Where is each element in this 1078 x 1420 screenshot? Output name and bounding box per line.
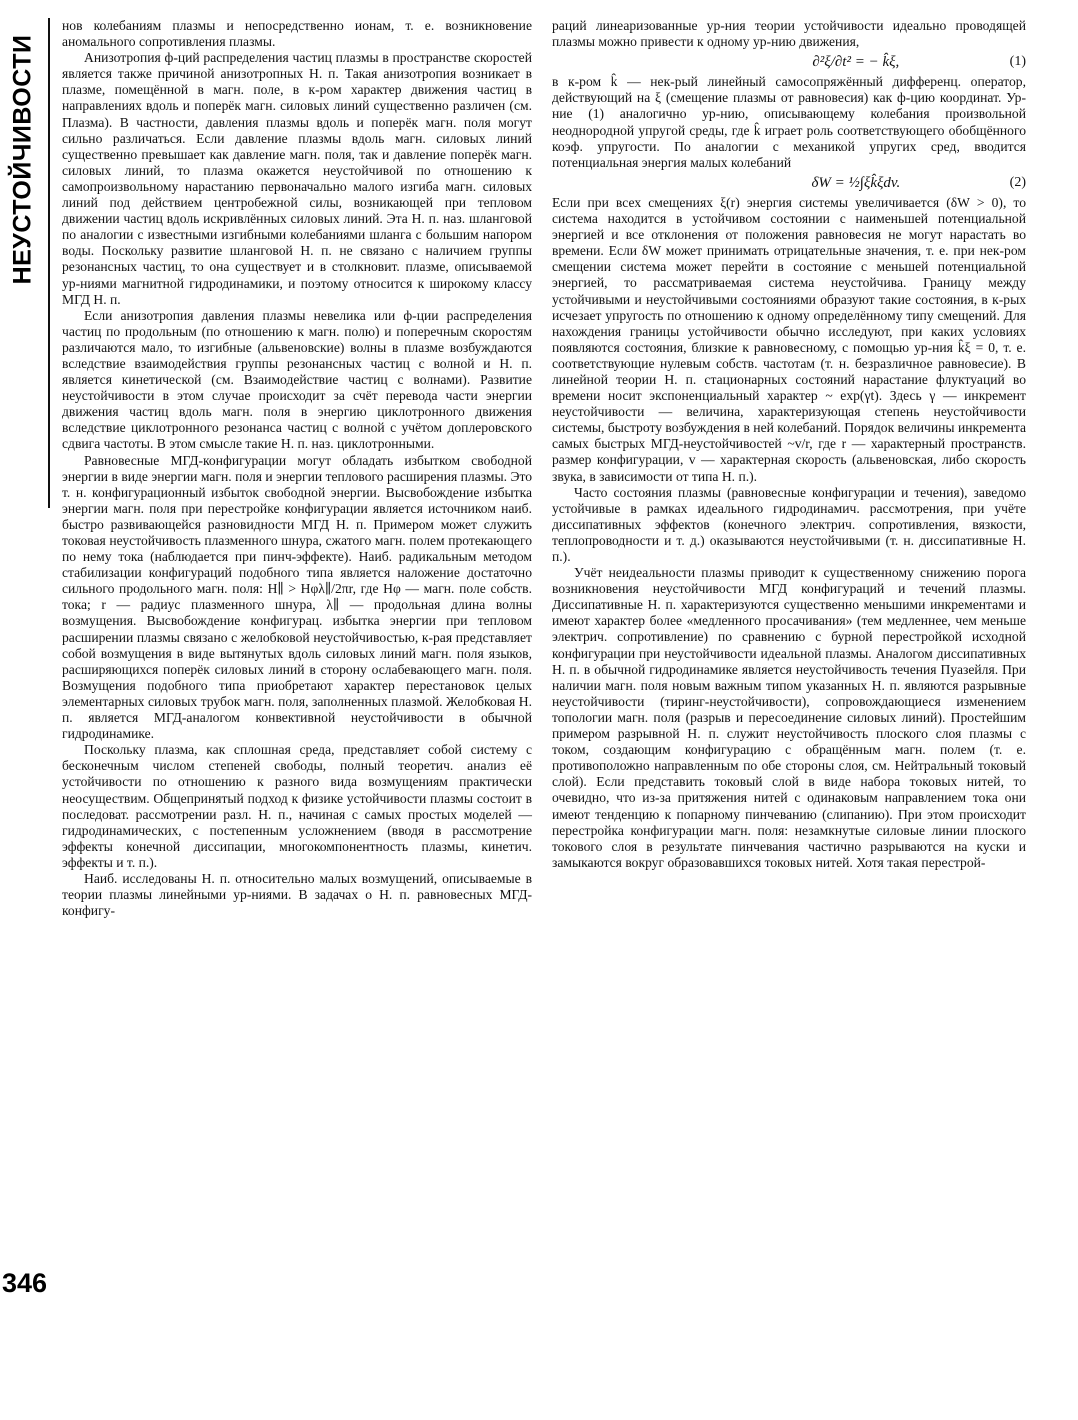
left-column: [62, 18, 532, 919]
paragraph: Учёт неидеальности плазмы приводит к существенному снижению порога возникновения неустойчивости МГД конфигураций и течений плазмы. Диссипативные Н. п. характеризуются существенно меньшими инкрементами и имеют характер более «медленного просачивания» (тем медленнее, чем меньше электрич. сопротивление) по сравнению с бурной перестройкой исходной конфигурации при неустойчивости идеальной плазмы. Аналогом диссипативных Н. п. в обычной гидродинамике является неустойчивость течения Пуазейля. При наличии магн. поля новым важным типом указанных Н. п. являются разрывные неустойчивости (тиринг-неустойчивости), сопровождающиеся изменением топологии магн. поля (разрыв и пересоединение силовых линий). Простейшим примером разрывной Н. п. служит неустойчивость плоского слоя плазмы с током, создающим конфигурацию с обращённым магн. полем (т. е. противоположно направленным по обе стороны слоя, см. Нейтральный токовый слой). Если представить токовый слой в виде набора токовых нитей, то очевидно, что из-за притяжения нитей с одинаковым направлением тока они имеют тенденцию к попарному пинчеванию (слипанию). При этом происходит перестройка конфигурации магн. поля: незамкнутые силовые линии плоского токового слоя в результате пинчевания частично разрываются на куски и замыкаются вокруг образовавшихся токовых нитей. Хотя такая перестрой-: [552, 565, 1026, 870]
running-head-text: НЕУСТОЙЧИВОСТИ: [8, 34, 37, 284]
paragraph: Наиб. исследованы Н. п. относительно малых возмущений, описываемые в теории плазмы линейными ур-ниями. В задачах о Н. п. равновесных МГД-конфигу-: [62, 870, 532, 919]
paragraph: Если анизотропия давления плазмы невелика или ф-ции распределения частиц по продольным (по отношению к магн. полю) и поперечным скоростям различаются мало, то изгибные (альвеновские) волны в плазме возбуждаются вследствие взаимодействия группы резонансных частиц с волной и Н. п. является кинетической (см. Взаимодействие частиц с волнами). Развитие неустойчивости в этом случае происходит за счёт перевода части энергии движения частиц вдоль магн. поля в энергию циклотронного движения вследствие циклотронного резонанса частиц с волной с учётом доплеровского сдвига частоты. В этом смысле такие Н. п. наз. циклотронными.: [62, 307, 532, 452]
paragraph: Поскольку плазма, как сплошная среда, представляет собой систему с бесконечным числом степеней свободы, полный теоретич. анализ её устойчивости по отношению к разного вида возмущениям практически неосуществим. Общепринятый подход к физике устойчивости плазмы состоит в последоват. рассмотрении разл. Н. п., начиная с самых простых моделей — гидродинамических, с постепенным усложнением (вводя в рассмотрение эффекты конечной диссипации, многокомпонентность плазмы, кинетич. эффекты и т. п.).: [62, 742, 532, 870]
equation-expression: δW = ½∫ξk̂ξdv.: [811, 174, 901, 191]
paragraph: Равновесные МГД-конфигурации могут обладать избытком свободной энергии в виде энергии магн. поля и энергии теплового расширения плазмы. Это т. н. конфигурационный избыток свободной энергии. Высвобождение избытка энергии магн. поля при перестройке конфигурации является источником наиб. быстро развивающейся разновидности МГД Н. п. Примером может служить токовая неустойчивость плазменного шнура, сжатого магн. полем протекающего по нему тока (наблюдается при пинч-эффекте). Наиб. радикальным методом стабилизации конфигураций подобного типа является наложение достаточно сильного продольного магн. поля: H∥ > Hφλ∥/2πr, где Hφ — магн. поле собств. тока; r — радиус плазменного шнура, λ∥ — продольная длина волны возмущения. Высвобождение конфигурац. избытка энергии при тепловом расширении плазмы связано с желобковой неустойчивостью, к-рая представляет собой возмущения в виде вытянутых вдоль силовых линий магн. поля языков, расширяющихся поперёк силовых линий в сторону ослабевающего магн. поля. Возмущения подобного типа приобретают характер перестановок целых элементарных силовых трубок магн. поля, заполненных плазмой. Желобковая Н. п. является МГД-аналогом конвективной неустойчивости в обычной гидродинамике.: [62, 452, 532, 742]
equation-expression: ∂²ξ/∂t² = − k̂ξ,: [812, 54, 900, 71]
paragraph: нов колебаниям плазмы и непосредственно ионам, т. е. возникновение аномального сопротивления плазмы.: [62, 18, 532, 50]
paragraph: в к-ром k̂ — нек-рый линейный самосопряжённый дифференц. оператор, действующий на ξ (смещение плазмы от равновесия) как ф-цию координат. Ур-ние (1) аналогично ур-нию, описывающему колебания произвольной неоднородной упругой среды, где k̂ играет роль соответствующего обобщённого коэф. упругости. По аналогии с механикой упругих сред, вводится потенциальная энергия малых колебаний: [552, 74, 1026, 170]
margin-rule: [48, 18, 50, 508]
equation: [552, 175, 1026, 191]
paragraph: раций линеаризованные ур-ния теории устойчивости идеально проводящей плазмы можно привести к одному ур-нию движения,: [552, 18, 1026, 50]
equation-number: (2): [1009, 174, 1026, 190]
paragraph: Анизотропия ф-ций распределения частиц плазмы в пространстве скоростей является также причиной анизотропных Н. п. Такая анизотропия возникает в плазме, помещённой в магн. поле, в к-ром характер движения частиц в направлениях вдоль и поперёк магн. силовых линий существенно различен (см. Плазма). В частности, давления плазмы вдоль и поперёк магн. поля могут сильно различаться. Если давление плазмы вдоль магн. силовых линий существенно превышает как давление магн. поля, так и давление поперёк магн. силовых линий, то плазма окажется неустойчивой по отношению к самопроизвольному нарастанию первоначально малого изгиба магн. силовых линий под действием центробежной силы, возникающей при тепловом движении частиц вдоль искривлённых силовых линий. Эта Н. п. наз. шланговой по аналогии с известными изгибными колебаниями шланга с большим напором воды. Поскольку развитие шланговой Н. п. не связано с наличием группы резонансных частиц, то она существует и в столкновит. плазме, описываемой ур-ниями магнитной гидродинамики, и поэтому относится к широкому классу МГД Н. п.: [62, 50, 532, 307]
equation: [552, 54, 1026, 70]
running-head: [2, 14, 44, 304]
right-column: [552, 18, 1026, 871]
paragraph: Часто состояния плазмы (равновесные конфигурации и течения), заведомо устойчивые в рамках идеального гидродинамич. рассмотрения, при учёте диссипативных эффектов (конечного электрич. сопротивления, вязкости, теплопроводности и т. д.) оказываются неустойчивыми (т. н. диссипативные Н. п.).: [552, 484, 1026, 564]
page-number: 346: [2, 1268, 48, 1298]
equation-number: (1): [1009, 54, 1026, 70]
paragraph: Если при всех смещениях ξ(r) энергия системы увеличивается (δW > 0), то система находится в устойчивом состоянии с наименьшей потенциальной энергией и все отклонения от положения равновесия не могут нарастать во времени. Если δW может принимать отрицательные значения, т. е. при нек-ром смещении система может перейти в состояние с меньшей потенциальной энергией, то рассматриваемая система неустойчива. Границу между устойчивыми и неустойчивыми состояниями образуют такие состояния, в к-рых исчезает упругость по отношению к одному определённому типу смещений. Для нахождения границы устойчивости обычно исследуют, при каких условиях появляются состояния, близкие к равновесному, с помощью ур-ния k̂ξ = 0, т. е. соответствующие нулевым собств. частотам (т. н. безразличное равновесие). В линейной теории Н. п. стационарных состояний нарастание флуктуаций во времени носит экспоненциальный характер ~ exp(γt). Здесь γ — инкремент неустойчивости — величина, характеризующая степень неустойчивости системы, быстроту возбуждения в ней колебаний. Порядок величины инкремента самых быстрых МГД-неустойчивостей ~v/r, где r — характерный пространств. размер конфигурации, v — характерная скорость (альвеновская, либо скорость звука, в зависимости от типа Н. п.).: [552, 194, 1026, 484]
